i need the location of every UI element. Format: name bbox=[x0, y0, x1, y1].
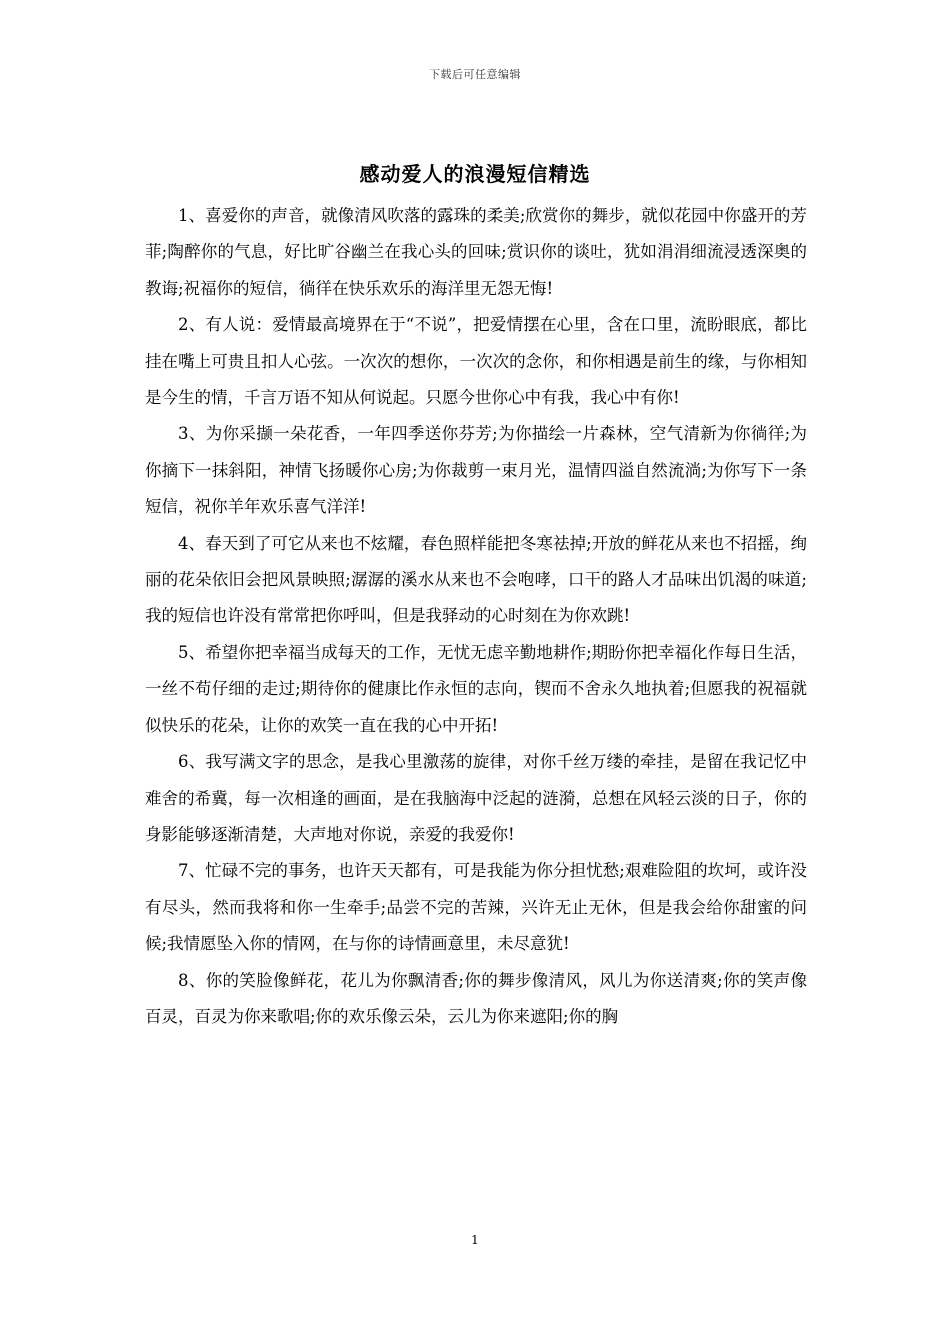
paragraph-5: 5、希望你把幸福当成每天的工作，无忧无虑辛勤地耕作;期盼你把幸福化作每日生活，一丝不苟仔细的走过;期待你的健康比作永恒的志向，锲而不舍永久地执着;但愿我的祝福就似快乐的花朵，让你的欢笑一直在我的心中开拓! bbox=[145, 642, 807, 735]
document-body bbox=[145, 198, 807, 1035]
paragraph-8: 8、你的笑脸像鲜花，花儿为你飘清香;你的舞步像清风，风儿为你送清爽;你的笑声像百灵，百灵为你来歌唱;你的欢乐像云朵，云儿为你来遮阳;你的胸 bbox=[145, 970, 807, 1026]
page-number: 1 bbox=[471, 1233, 479, 1247]
paragraph-1: 1、喜爱你的声音，就像清风吹落的露珠的柔美;欣赏你的舞步，就似花园中你盛开的芳菲;陶醉你的气息，好比旷谷幽兰在我心头的回味;赏识你的谈吐，犹如涓涓细流浸透深奥的教诲;祝福你的短信，徜徉在快乐欢乐的海洋里无怨无悔! bbox=[145, 206, 807, 298]
page-header: 下载后可任意编辑 bbox=[429, 68, 521, 81]
paragraph-2: 2、有人说：爱情最高境界在于“不说”，把爱情摆在心里，含在口里，流盼眼底，都比挂在嘴上可贵且扣人心弦。一次次的想你，一次次的念你，和你相遇是前生的缘，与你相知是今生的情，千言万语不知从何说起。只愿今世你心中有我，我心中有你! bbox=[145, 315, 807, 408]
paragraph-3: 3、为你采撷一朵花香，一年四季送你芬芳;为你描绘一片森林，空气清新为你徜徉;为你摘下一抹斜阳，神情飞扬暖你心房;为你裁剪一束月光，温情四溢自然流淌;为你写下一条短信，祝你羊年欢乐喜气洋洋! bbox=[145, 424, 807, 517]
paragraph-6: 6、我写满文字的思念，是我心里激荡的旋律，对你千丝万缕的牵挂，是留在我记忆中难舍的希冀，每一次相逢的画面，是在我脑海中泛起的涟漪，总想在风轻云淡的日子，你的身影能够逐渐清楚，大声地对你说，亲爱的我爱你! bbox=[145, 752, 807, 844]
paragraph-7: 7、忙碌不完的事务，也许天天都有，可是我能为你分担忧愁;艰难险阻的坎坷，或许没有尽头，然而我将和你一生牵手;品尝不完的苦辣，兴许无止无休，但是我会给你甜蜜的问候;我情愿坠入你的情网，在与你的诗情画意里，未尽意犹! bbox=[145, 861, 807, 954]
document-title: 感动爱人的浪漫短信精选 bbox=[359, 162, 591, 186]
paragraph-4: 4、春天到了可它从来也不炫耀，春色照样能把冬寒祛掉;开放的鲜花从来也不招摇，绚丽的花朵依旧会把风景映照;潺潺的溪水从来也不会咆哮，口干的路人才品味出饥渴的味道;我的短信也许没有常常把你呼叫，但是我驿动的心时刻在为你欢跳! bbox=[145, 533, 807, 626]
